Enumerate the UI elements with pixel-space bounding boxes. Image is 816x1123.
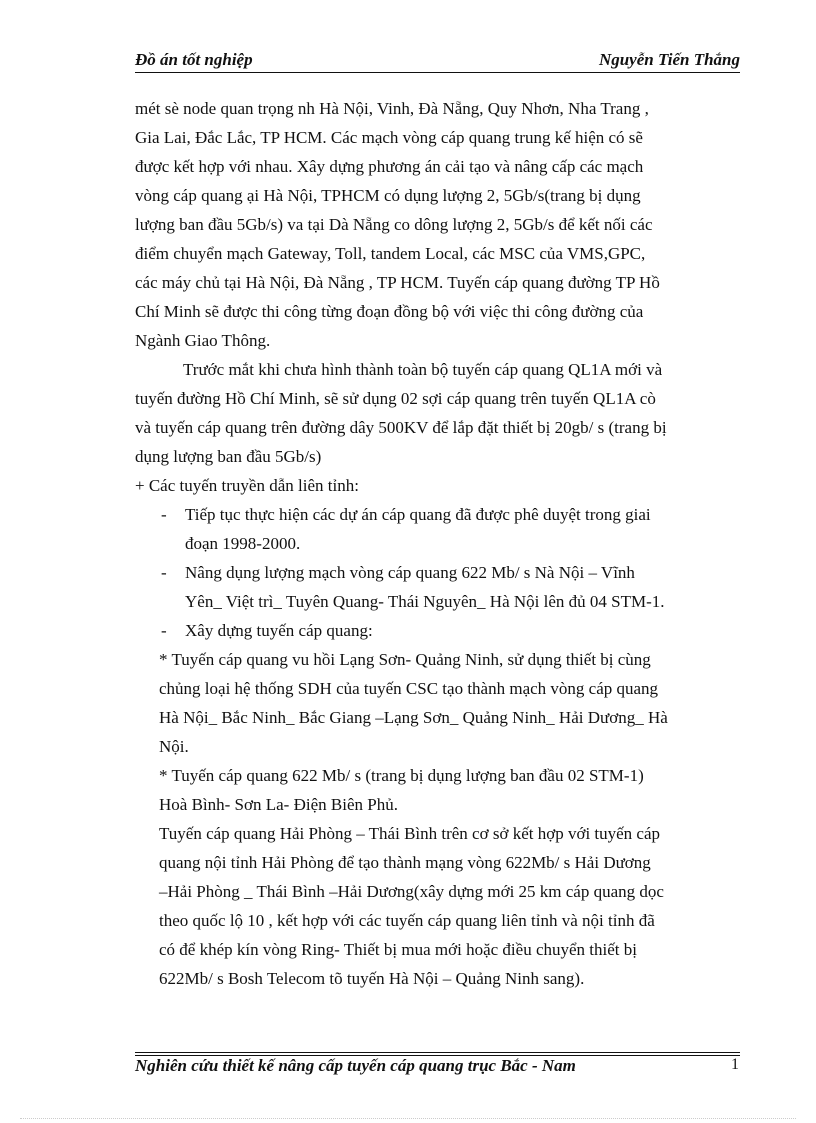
paragraph-1 [135,94,740,355]
header-document-type: Đồ án tốt nghiệp [135,50,253,69]
paragraph-2 [135,355,740,471]
paragraph-4 [135,761,740,819]
text-line: các máy chủ tại Hà Nội, Đà Nẵng , TP HCM. Tuyến cáp quang đường TP Hồ [135,273,660,292]
bullet-item-1 [135,500,740,558]
text-line: vòng cáp quang ại Hà Nội, TPHCM có dụng lượng 2, 5Gb/s(trang bị dụng [135,186,641,205]
header-author: Nguyễn Tiến Thắng [598,50,740,69]
bullet-text: Nâng dụng lượng mạch vòng cáp quang 622 Mb/ s Nà Nội – Vĩnh [185,563,635,582]
bullet-text: đoạn 1998-2000. [185,534,301,553]
footer-thesis-title: Nghiên cứu thiết kế nâng cấp tuyến cáp quang trục Bắc - Nam [135,1056,576,1075]
text-line: có để khép kín vòng Ring- Thiết bị mua mới hoặc điều chuyển thiết bị [159,940,637,959]
text-line: quang nội tỉnh Hải Phòng để tạo thành mạng vòng 622Mb/ s Hải Dương [159,853,651,872]
text-line: Tuyến cáp quang Hải Phòng – Thái Bình trên cơ sở kết hợp với tuyến cáp [159,824,661,843]
text-line: điểm chuyển mạch Gateway, Toll, tandem Local, các MSC của VMS,GPC, [135,244,646,263]
text-line: Nội. [159,737,189,756]
page-edge-divider [20,1118,796,1119]
document-body [135,94,740,993]
text-line: lượng ban đầu 5Gb/s) va tại Dà Nẵng co dông lượng 2, 5Gb/s để kết nối các [135,215,653,234]
text-line: * Tuyến cáp quang 622 Mb/ s (trang bị dụng lượng ban đầu 02 STM-1) [159,766,644,785]
text-line: –Hải Phòng _ Thái Bình –Hải Dương(xây dựng mới 25 km cáp quang dọc [159,882,664,901]
section-heading: + Các tuyến truyền dẫn liên tỉnh: [135,476,359,495]
footer-divider [135,1052,740,1053]
text-line: 622Mb/ s Bosh Telecom tõ tuyến Hà Nội – Quảng Ninh sang). [159,969,585,988]
text-line: theo quốc lộ 10 , kết hợp với các tuyến cáp quang liên tỉnh và nội tỉnh đã [159,911,655,930]
text-line: Gia Lai, Đắc Lắc, TP HCM. Các mạch vòng cáp quang trung kế hiện có sẽ [135,128,643,147]
page-header [135,48,740,73]
bullet-item-3 [135,616,740,645]
text-line: được kết hợp với nhau. Xây dựng phương án cải tạo và nâng cấp các mạch [135,157,644,176]
text-line: và tuyến cáp quang trên đường dây 500KV để lắp đặt thiết bị 20gb/ s (trang bị [135,418,667,437]
bullet-item-2 [135,558,740,616]
bullet-text: Tiếp tục thực hiện các dự án cáp quang đã được phê duyệt trong giai [185,505,651,524]
page-number: 1 [731,1056,739,1073]
bullet-text: Yên_ Việt trì_ Tuyên Quang- Thái Nguyên_ Hà Nội lên đủ 04 STM-1. [185,592,665,611]
paragraph-5 [135,819,740,993]
text-line: Trước mắt khi chưa hình thành toàn bộ tuyến cáp quang QL1A mới và [183,360,663,379]
bullet-dash: - [161,505,167,524]
text-line: Chí Minh sẽ được thi công từng đoạn đồng bộ với việc thi công đường của [135,302,644,321]
text-line: Hà Nội_ Bắc Ninh_ Bắc Giang –Lạng Sơn_ Quảng Ninh_ Hải Dương_ Hà [159,708,668,727]
bullet-text: Xây dựng tuyến cáp quang: [185,621,373,640]
text-line: * Tuyến cáp quang vu hồi Lạng Sơn- Quảng Ninh, sử dụng thiết bị cùng [159,650,651,669]
text-line: Hoà Bình- Sơn La- Điện Biên Phủ. [159,795,398,814]
text-line: tuyến đường Hồ Chí Minh, sẽ sử dụng 02 sợi cáp quang trên tuyến QL1A cò [135,389,656,408]
text-line: chủng loại hệ thống SDH của tuyến CSC tạo thành mạch vòng cáp quang [159,679,659,698]
text-line: dụng lượng ban đầu 5Gb/s) [135,447,322,466]
paragraph-3 [135,645,740,761]
bullet-dash: - [161,621,167,640]
text-line: Ngành Giao Thông. [135,331,271,350]
text-line: mét sè node quan trọng nh Hà Nội, Vinh, Đà Nẵng, Quy Nhơn, Nha Trang , [135,99,649,118]
bullet-dash: - [161,563,167,582]
